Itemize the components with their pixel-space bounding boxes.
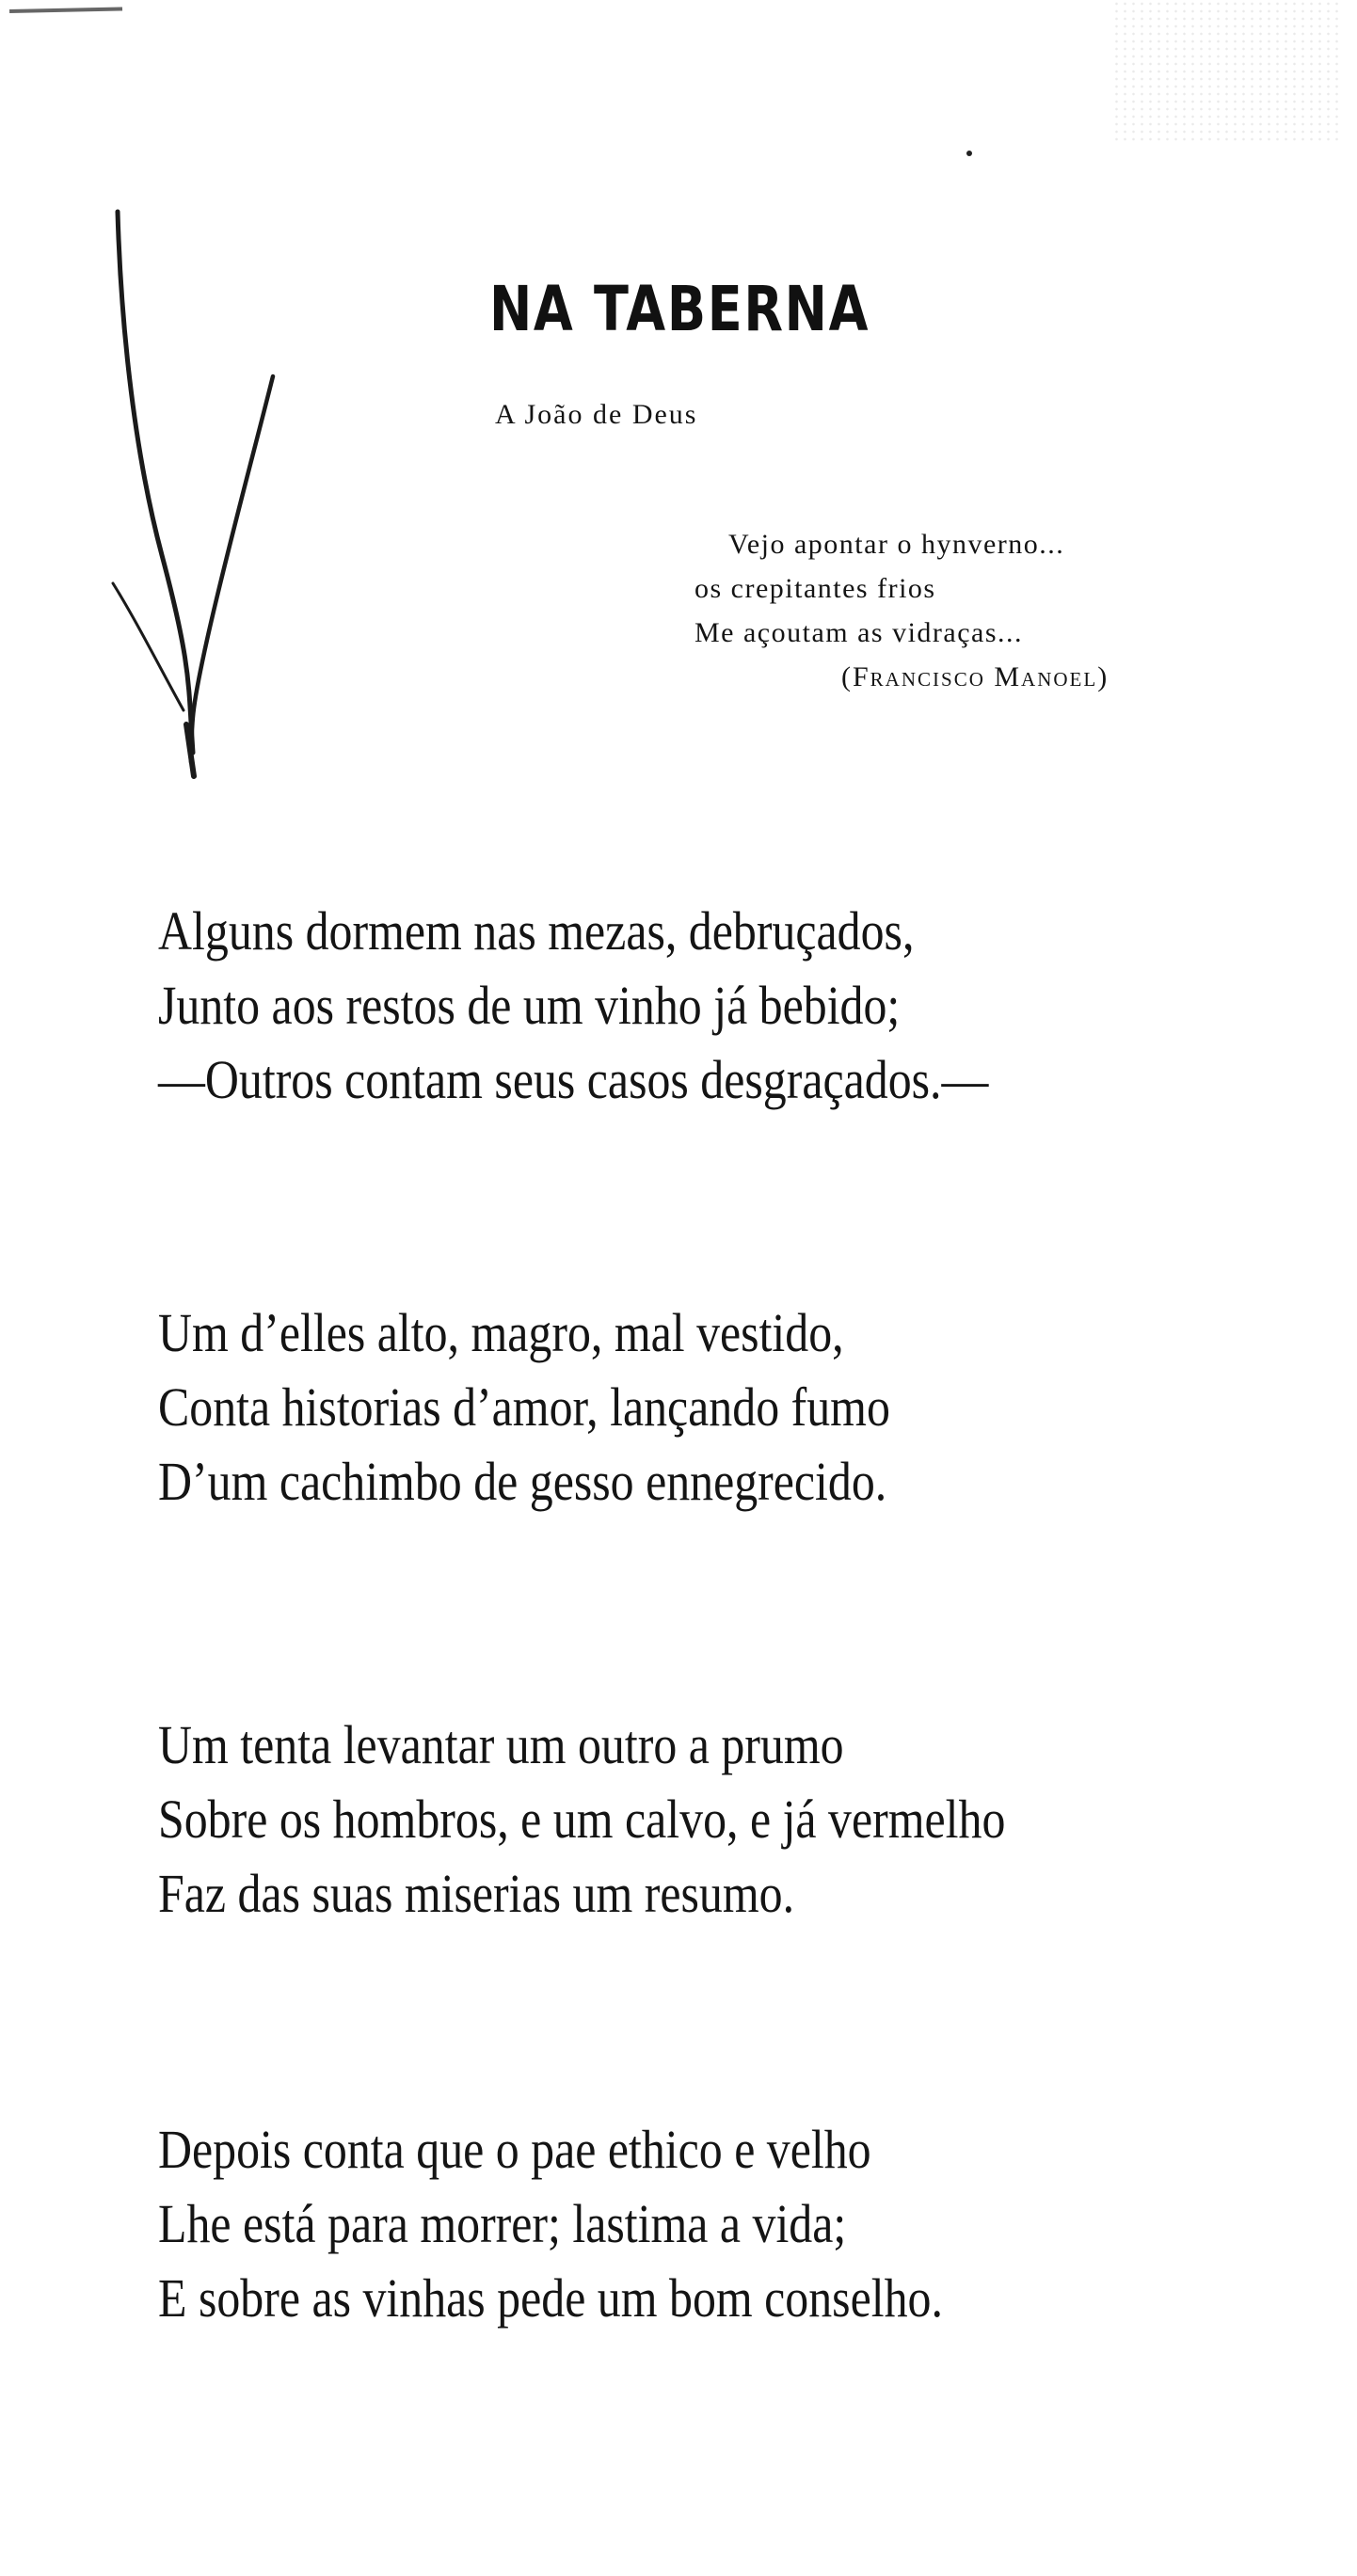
verse-line: Faz das suas miserias um resumo.: [158, 1863, 795, 1924]
verse-line: Um d’elles alto, magro, mal vestido,: [158, 1302, 844, 1363]
verse-line: Lhe está para morrer; lastima a vida;: [158, 2193, 847, 2254]
epigraph-author: (Francisco Manoel): [841, 661, 1110, 692]
verse-line: Sobre os hombros, e um calvo, e já vermelho: [158, 1789, 1006, 1850]
verse-line: Um tenta levantar um outro a prumo: [158, 1714, 844, 1775]
poem-title: NA TABERNA: [489, 273, 870, 345]
epigraph-line: Vejo apontar o hynverno...: [728, 529, 1065, 560]
ink-dot: [966, 151, 972, 156]
scan-edge-mark: [9, 7, 122, 19]
epigraph-line: os crepitantes frios: [694, 573, 936, 604]
verse-line: Alguns dormem nas mezas, debruçados,: [158, 900, 915, 962]
verse-line: Depois conta que o pae ethico e velho: [158, 2119, 871, 2180]
stanza-4: [158, 2112, 943, 2335]
dedication: A João de Deus: [495, 399, 698, 430]
paper-speckle: [1112, 0, 1338, 141]
stanza-2: [158, 1296, 890, 1519]
sprig-icon: [94, 198, 311, 781]
epigraph-line: Me açoutam as vidraças...: [694, 617, 1024, 648]
verse-line: D’um cachimbo de gesso ennegrecido.: [158, 1451, 887, 1512]
verse-line: E sobre as vinhas pede um bom conselho.: [158, 2267, 943, 2329]
stanza-1: [158, 894, 988, 1117]
stanza-3: [158, 1708, 1005, 1931]
verse-line: —Outros contam seus casos desgraçados.—: [158, 1049, 989, 1110]
verse-line: Junto aos restos de um vinho já bebido;: [158, 975, 901, 1036]
epigraph: [694, 522, 1109, 699]
verse-line: Conta historias d’amor, lançando fumo: [158, 1376, 890, 1438]
